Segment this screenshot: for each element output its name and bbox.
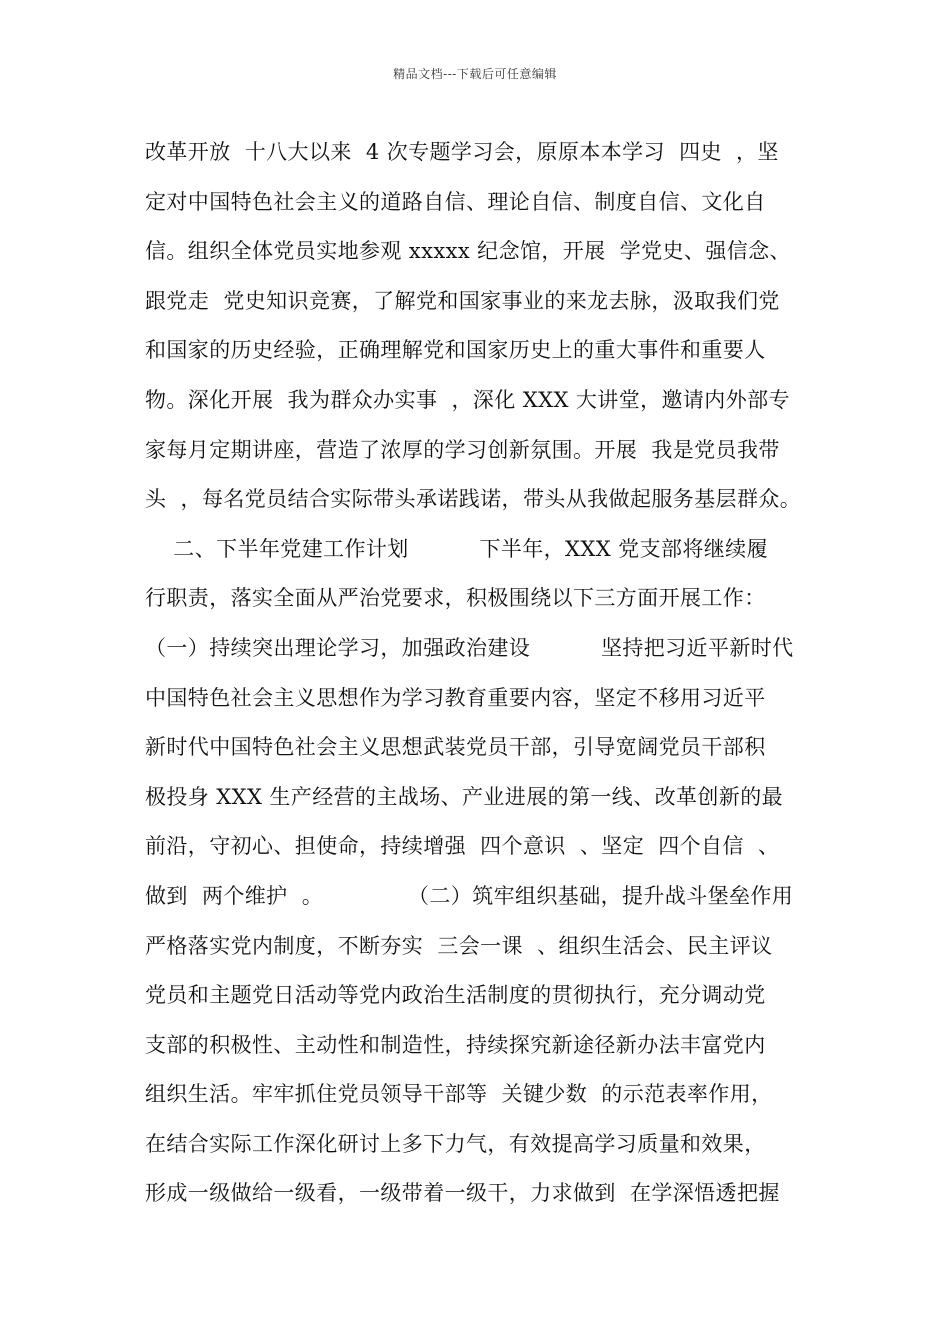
text-line: 和国家的历史经验，正确理解党和国家历史上的重大事件和重要人 bbox=[145, 338, 766, 363]
text-line: 党员和主题党日活动等党内政治生活制度的贯彻执行，充分调动党 bbox=[145, 983, 766, 1008]
text-line: 中国特色社会主义思想作为学习教育重要内容，坚定不移用习近平 bbox=[145, 685, 766, 710]
text-line: 跟党走 党史知识竞赛，了解党和国家事业的来龙去脉，汲取我们党 bbox=[145, 288, 780, 313]
text-line: 行职责，落实全面从严治党要求，积极围绕以下三方面开展工作： bbox=[145, 586, 766, 611]
text-line: 前沿，守初心、担使命，持续增强 四个意识 、坚定 四个自信 、 bbox=[145, 834, 780, 859]
text-line: 组织生活。牢牢抓住党员领导干部等 关键少数 的示范表率作用， bbox=[145, 1082, 773, 1107]
section-heading-line: 二、下半年党建工作计划 下半年，XXX 党支部将继续履 bbox=[145, 536, 768, 561]
text-line: 家每月定期讲座，营造了浓厚的学习创新氛围。开展 我是党员我带 bbox=[145, 437, 780, 462]
document-body bbox=[145, 130, 835, 1221]
text-line: 新时代中国特色社会主义思想武装党员干部，引导宽阔党员干部积 bbox=[145, 735, 766, 760]
page-header: 精品文档---下载后可任意编辑 bbox=[393, 67, 557, 81]
text-line: 信。组织全体党员实地参观 xxxxx 纪念馆，开展 学党史、强信念、 bbox=[145, 239, 791, 264]
text-line: 定对中国特色社会主义的道路自信、理论自信、制度自信、文化自 bbox=[145, 189, 766, 214]
text-line: 改革开放 十八大以来 4 次专题学习会，原原本本学习 四史 ，坚 bbox=[145, 140, 779, 164]
text-line: 支部的积极性、主动性和制造性，持续探究新途径新办法丰富党内 bbox=[145, 1032, 766, 1057]
text-line: 形成一级做给一级看，一级带着一级干，力求做到 在学深悟透把握 bbox=[145, 1181, 780, 1206]
text-line: 物。深化开展 我为群众办实事 ，深化 XXX 大讲堂，邀请内外部专 bbox=[145, 387, 790, 412]
subsection-heading-line: 做到 两个维护 。 （二）筑牢组织基础，提升战斗堡垒作用 bbox=[145, 883, 794, 908]
text-line: 严格落实党内制度，不断夯实 三会一课 、组织生活会、民主评议 bbox=[145, 933, 773, 958]
text-line: 在结合实际工作深化研讨上多下力气，有效提高学习质量和效果， bbox=[145, 1131, 766, 1156]
text-line: 极投身 XXX 生产经营的主战场、产业进展的第一线、改革创新的最 bbox=[145, 784, 783, 809]
subsection-heading-line: （一）持续突出理论学习，加强政治建设 坚持把习近平新时代 bbox=[145, 635, 794, 660]
text-line: 头 ，每名党员结合实际带头承诺践诺，带头从我做起服务基层群众。 bbox=[145, 487, 802, 512]
